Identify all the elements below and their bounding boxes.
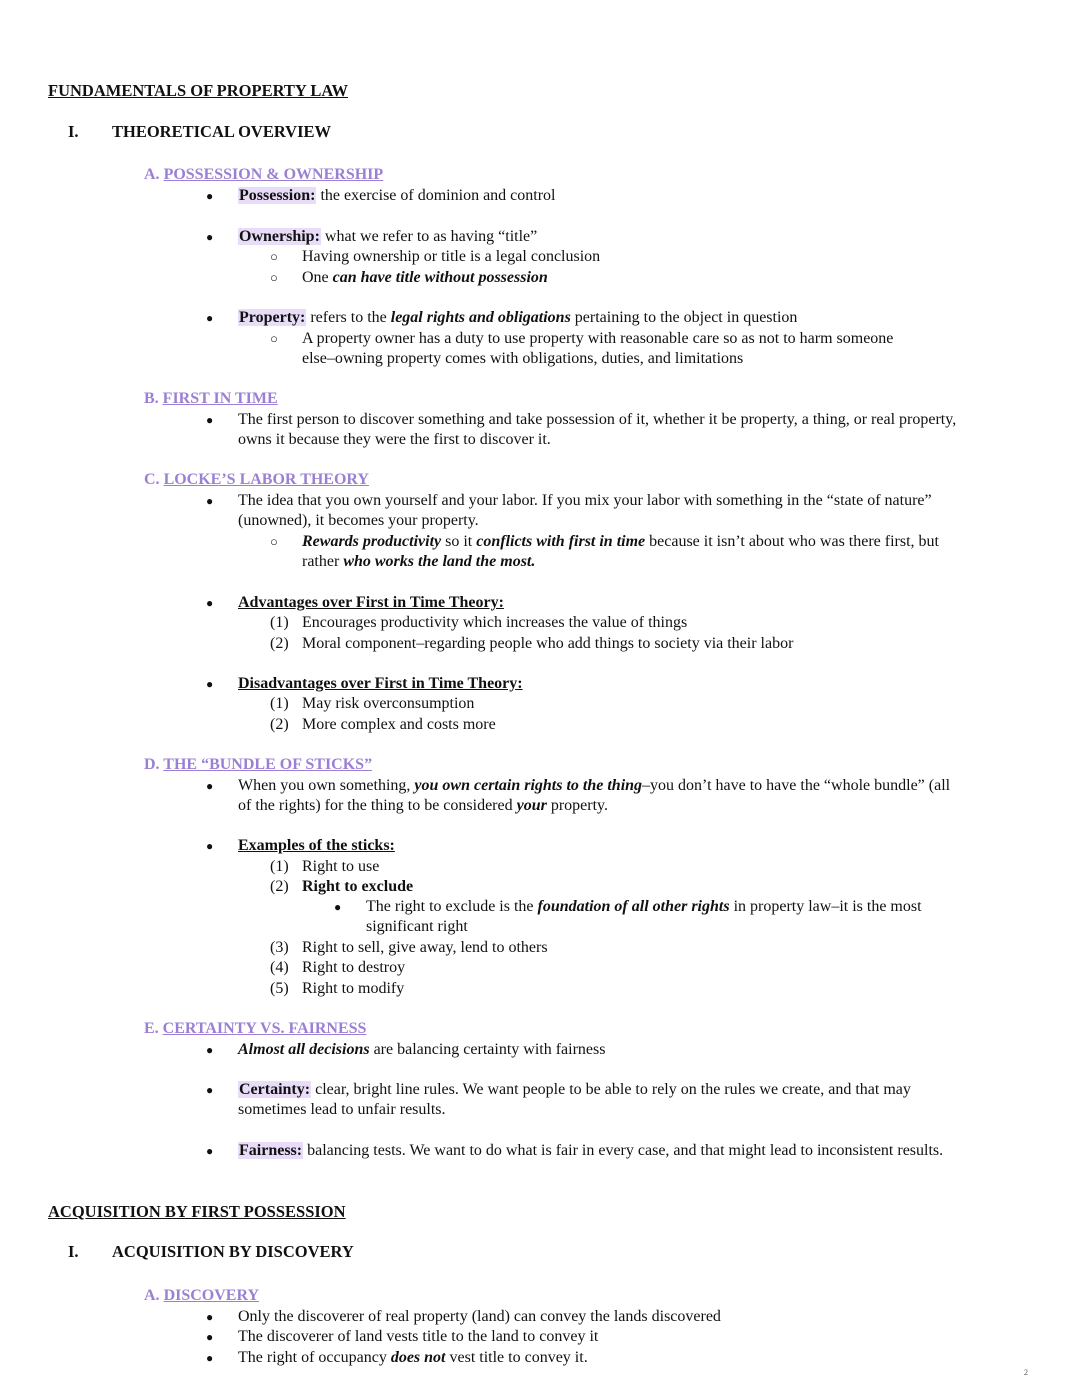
list-number: (1) bbox=[270, 858, 289, 875]
fairness-item: Fairness: balancing tests. We want to do what is fair in every case, and that might lead to inconsistent results. bbox=[239, 1142, 944, 1159]
ownership-item: Ownership: what we refer to as having “title” bbox=[239, 228, 538, 245]
subheading-a: A. DISCOVERY bbox=[144, 1287, 260, 1304]
list-item: May risk overconsumption bbox=[302, 695, 475, 712]
sub-item: Having ownership or title is a legal conclusion bbox=[302, 248, 601, 265]
subheading-a bbox=[144, 165, 383, 185]
list-item: The discoverer of land vests title to the land to convey it bbox=[238, 1328, 599, 1345]
bullet-icon: ● bbox=[206, 596, 214, 610]
roman-heading: ACQUISITION BY DISCOVERY bbox=[112, 1242, 354, 1261]
list-item: Encourages productivity which increases the value of things bbox=[302, 614, 688, 631]
term-highlight: Property: bbox=[239, 309, 306, 326]
paragraph-line: sometimes lead to unfair results. bbox=[238, 1101, 446, 1118]
circle-icon: ○ bbox=[270, 249, 278, 264]
page-number: 2 bbox=[1024, 1368, 1028, 1377]
bullet-icon: ● bbox=[206, 494, 214, 508]
paragraph-line: The first person to discover something and take possession of it, whether it be property, a thing, or real property, bbox=[238, 411, 957, 428]
subheading-e: E. CERTAINTY VS. FAIRNESS bbox=[144, 1020, 367, 1037]
roman-numeral: I. bbox=[68, 1242, 79, 1261]
bullet-icon: ● bbox=[206, 311, 214, 325]
sub-item-cont: significant right bbox=[366, 918, 468, 935]
term-highlight: Possession: bbox=[239, 187, 316, 204]
subheading-title: POSSESSION & OWNERSHIP bbox=[163, 166, 384, 183]
list-number: (5) bbox=[270, 980, 289, 997]
bullet-icon: ● bbox=[206, 189, 214, 203]
list-item: Right to modify bbox=[302, 980, 405, 997]
bullet-icon: ● bbox=[206, 1144, 214, 1158]
disadvantages-title: Disadvantages over First in Time Theory: bbox=[238, 675, 523, 692]
list-number: (1) bbox=[270, 695, 289, 712]
advantages-title: Advantages over First in Time Theory: bbox=[238, 594, 504, 611]
list-item: Right to destroy bbox=[302, 959, 406, 976]
subheading-d: D. THE “BUNDLE OF STICKS” bbox=[144, 756, 373, 773]
paragraph-line: When you own something, you own certain rights to the thing–you don’t have to have the “whole bundle” (all bbox=[238, 777, 951, 794]
bullet-icon: ● bbox=[206, 230, 214, 244]
list-number: (3) bbox=[270, 939, 289, 956]
sub-item: One can have title without possession bbox=[302, 269, 548, 286]
list-item: Right to exclude bbox=[302, 878, 414, 895]
subheading-letter: A. bbox=[144, 166, 160, 183]
roman-heading: THEORETICAL OVERVIEW bbox=[112, 122, 332, 141]
sub-item: The right to exclude is the foundation of all other rights in property law–it is the most bbox=[366, 898, 922, 915]
paragraph-line: The idea that you own yourself and your labor. If you mix your labor with something in the “state of nature” bbox=[238, 492, 932, 509]
term-highlight: Certainty: bbox=[239, 1081, 311, 1098]
paragraph-line: (unowned), it becomes your property. bbox=[238, 512, 479, 529]
bullet-icon: ● bbox=[334, 900, 342, 914]
list-number: (4) bbox=[270, 959, 289, 976]
section-title: FUNDAMENTALS OF PROPERTY LAW bbox=[48, 81, 348, 100]
bullet-icon: ● bbox=[206, 677, 214, 691]
list-number: (2) bbox=[270, 878, 289, 895]
subheading-c: C. LOCKE’S LABOR THEORY bbox=[144, 471, 369, 488]
bullet-icon: ● bbox=[206, 839, 214, 853]
sub-item-cont: else–owning property comes with obligations, duties, and limitations bbox=[302, 350, 744, 367]
list-item: The right of occupancy does not vest title to convey it. bbox=[238, 1349, 588, 1366]
list-number: (2) bbox=[270, 716, 289, 733]
sub-item-cont: rather who works the land the most. bbox=[302, 553, 536, 570]
subheading-b: B. FIRST IN TIME bbox=[144, 390, 278, 407]
possession-item: Possession: the exercise of dominion and control bbox=[239, 187, 556, 204]
list-number: (2) bbox=[270, 635, 289, 652]
paragraph-line: of the rights) for the thing to be considered your property. bbox=[238, 797, 608, 814]
sub-item: Rewards productivity so it conflicts with first in time because it isn’t about who was there first, but bbox=[302, 533, 939, 550]
bullet-icon: ● bbox=[206, 1310, 214, 1324]
list-item: Right to sell, give away, lend to others bbox=[302, 939, 548, 956]
paragraph-line: owns it because they were the first to discover it. bbox=[238, 431, 551, 448]
list-item: Only the discoverer of real property (land) can convey the lands discovered bbox=[238, 1308, 721, 1325]
certainty-item: Certainty: clear, bright line rules. We want people to be able to rely on the rules we create, and that may bbox=[239, 1081, 911, 1098]
bullet-icon: ● bbox=[206, 413, 214, 427]
property-item: Property: refers to the legal rights and obligations pertaining to the object in question bbox=[239, 309, 798, 326]
list-item: Moral component–regarding people who add things to society via their labor bbox=[302, 635, 794, 652]
circle-icon: ○ bbox=[270, 331, 278, 346]
bullet-icon: ● bbox=[206, 1083, 214, 1097]
term-highlight: Ownership: bbox=[239, 228, 320, 245]
section-title: ACQUISITION BY FIRST POSSESSION bbox=[48, 1202, 346, 1221]
term-highlight: Fairness: bbox=[239, 1142, 303, 1159]
list-item: Right to use bbox=[302, 858, 380, 875]
sub-item: A property owner has a duty to use property with reasonable care so as not to harm someone bbox=[302, 330, 894, 347]
list-number: (1) bbox=[270, 614, 289, 631]
bullet-icon: ● bbox=[206, 779, 214, 793]
list-item: More complex and costs more bbox=[302, 716, 496, 733]
circle-icon: ○ bbox=[270, 534, 278, 549]
bullet-icon: ● bbox=[206, 1043, 214, 1057]
examples-title: Examples of the sticks: bbox=[238, 837, 395, 854]
paragraph-line: Almost all decisions are balancing certainty with fairness bbox=[238, 1041, 606, 1058]
bullet-icon: ● bbox=[206, 1351, 214, 1365]
roman-numeral: I. bbox=[68, 122, 79, 141]
bullet-icon: ● bbox=[206, 1330, 214, 1344]
circle-icon: ○ bbox=[270, 270, 278, 285]
